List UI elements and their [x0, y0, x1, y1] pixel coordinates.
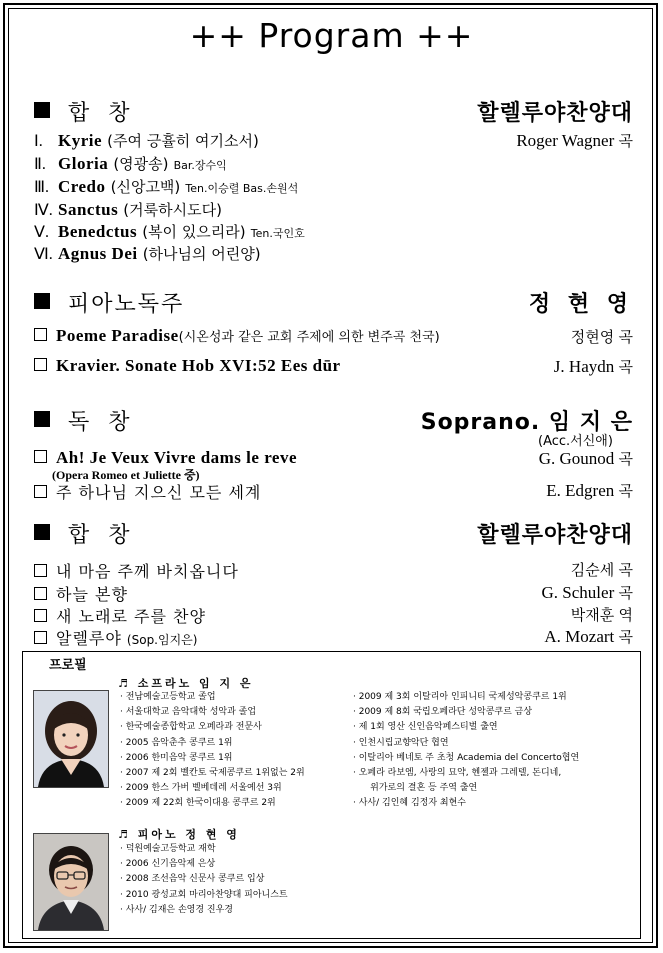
roman-numeral: Ⅵ.: [34, 246, 53, 263]
composer: A. Mozart 곡: [544, 627, 633, 646]
soloist: Ten.이승렬 Bas.손원석: [185, 182, 299, 195]
pianist-career: [120, 842, 288, 918]
composer: Roger Wagner 곡: [516, 131, 633, 150]
list-item: [34, 243, 633, 263]
piece-title: Gloria: [58, 154, 109, 173]
piece-korean: 알렐루야: [56, 629, 122, 648]
composer: G. Schuler 곡: [541, 583, 633, 602]
list-item: [34, 480, 633, 500]
section-piano: [34, 287, 633, 317]
roman-numeral: Ⅴ.: [34, 224, 49, 241]
soloist: (Sop.임지은): [126, 633, 198, 647]
list-item: · 제 1회 영산 신인음악페스티벌 출연: [353, 722, 498, 733]
list-item: · 2009 제 3회 이탈리아 인피니티 국제성악콩쿠르 1위: [353, 692, 567, 702]
list-item: · 2009 한스 가버 벨베데레 서울예선 3위: [120, 783, 282, 794]
list-item: [34, 559, 633, 579]
profile-box: [22, 651, 641, 939]
list-item: [34, 626, 633, 646]
piece-note: (Opera Romeo et Juliette 중): [52, 468, 200, 482]
section-performer: Soprano. 임 지 은: [420, 410, 633, 435]
section-performer: 정 현 영: [528, 292, 633, 317]
section-choir-1: [34, 96, 633, 126]
composer: 박재훈 역: [570, 606, 633, 624]
list-item: · 2008 조선음악 신문사 콩쿠르 입상: [120, 874, 265, 885]
list-item: [34, 199, 633, 219]
list-item: 위가로의 결혼 등 주역 출연: [353, 783, 478, 794]
pianist-name: ♬ 피아노 정 현 영: [118, 828, 240, 841]
piece-korean: (거룩하시도다): [123, 201, 222, 219]
piece-title: Agnus Dei: [58, 244, 138, 263]
list-item: [34, 221, 633, 241]
list-item: [34, 582, 633, 602]
piece-title: Kravier. Sonate Hob XVI:52 Ees dūr: [56, 356, 341, 375]
list-item: · 2006 신기음악제 은상: [120, 859, 216, 870]
soprano-career-left: [120, 690, 305, 812]
checkbox-icon: [34, 609, 47, 622]
list-item: · 한국예술종합학교 오페라과 전문사: [120, 722, 262, 733]
list-item: [34, 153, 633, 173]
piece-title: Poeme Paradise: [56, 326, 179, 345]
list-item: · 2005 음악춘추 콩쿠르 1위: [120, 737, 233, 748]
section-bullet-icon: [34, 524, 50, 540]
list-item: · 2010 광성교회 마리아찬양대 피아니스트: [120, 889, 288, 900]
list-item: · 2006 한미음악 콩쿠르 1위: [120, 752, 233, 763]
piece-korean: 하늘 본향: [56, 585, 128, 604]
section-performer: 할렐루야찬양대: [477, 101, 633, 126]
section-bullet-icon: [34, 102, 50, 118]
section-bullet-icon: [34, 411, 50, 427]
list-item: · 덕원예술고등학교 재학: [120, 844, 216, 854]
section-bullet-icon: [34, 293, 50, 309]
roman-numeral: Ⅳ.: [34, 202, 53, 219]
soloist: Bar.장수익: [173, 159, 227, 172]
checkbox-icon: [34, 358, 47, 371]
checkbox-icon: [34, 450, 47, 463]
piece-title: Ah! Je Veux Vivre dams le reve: [56, 448, 298, 467]
roman-numeral: Ⅰ.: [34, 133, 43, 150]
piece-korean: (주여 긍휼히 여기소서): [107, 132, 259, 150]
checkbox-icon: [34, 328, 47, 341]
section-performer: 할렐루야찬양대: [477, 523, 633, 548]
composer: 정현영 곡: [570, 328, 633, 346]
section-choir-2: [34, 518, 633, 548]
list-item: · 2009 제 22회 한국이대용 콩쿠르 2위: [120, 798, 276, 809]
piece-title: Sanctus: [58, 200, 119, 219]
piece-korean: 새 노래로 주를 찬양: [56, 607, 206, 626]
soprano-career-right: [353, 690, 579, 812]
piece-korean: (영광송): [113, 155, 169, 173]
list-item: [34, 326, 633, 346]
piece-korean: 내 마음 주께 바치옵니다: [56, 562, 239, 581]
piece-title: Kyrie: [58, 131, 103, 150]
list-item: · 인천시립교향악단 협연: [353, 737, 449, 748]
checkbox-icon: [34, 564, 47, 577]
roman-numeral: Ⅲ.: [34, 179, 50, 196]
section-name: 합 창: [68, 101, 136, 126]
list-item: · 이탈리아 베네토 주 초청 Academia del Concerto협연: [353, 752, 580, 763]
pianist-photo: [33, 833, 109, 931]
roman-numeral: Ⅱ.: [34, 156, 46, 173]
soloist: Ten.국인호: [250, 227, 305, 240]
list-item: [34, 604, 633, 624]
composer: J. Haydn 곡: [553, 357, 633, 376]
list-item: · 전남예술고등학교 졸업: [120, 692, 216, 702]
piece-korean: (신앙고백): [110, 178, 181, 196]
piece-korean: (복이 있으리라): [142, 223, 246, 241]
section-name: 피아노독주: [68, 292, 185, 317]
piece-korean: (시온성과 같은 교회 주제에 의한 변주곡 천국): [178, 330, 440, 345]
piece-korean: (하나님의 어린양): [142, 245, 261, 263]
list-item: · 사사/ 김인혜 김정자 최현수: [353, 798, 466, 809]
list-item: · 서울대학교 음악대학 성악과 졸업: [120, 707, 257, 718]
composer: E. Edgren 곡: [546, 481, 633, 500]
program-title: ++ Program ++: [189, 16, 474, 55]
piece-title: Benedctus: [58, 222, 138, 241]
soprano-name: ♬ 소프라노 임 지 은: [118, 677, 254, 690]
piece-korean: 주 하나님 지으신 모든 세계: [56, 483, 262, 502]
list-item: [34, 130, 633, 150]
accompanist: (Acc.서신애): [538, 434, 613, 449]
list-item: [34, 448, 633, 468]
list-item: · 2009 제 8회 국립오페라단 성악콩쿠르 금상: [353, 707, 533, 718]
soprano-photo: [33, 690, 109, 788]
list-item: · 오페라 라보엠, 사랑의 묘약, 헨젤과 그레텔, 돈디네,: [353, 768, 562, 779]
checkbox-icon: [34, 631, 47, 644]
list-item: · 사사/ 김재은 손영경 진우경: [120, 904, 233, 915]
section-name: 독 창: [68, 410, 136, 435]
list-item: [34, 176, 633, 196]
section-name: 합 창: [68, 523, 136, 548]
checkbox-icon: [34, 485, 47, 498]
piece-title: Credo: [58, 177, 106, 196]
profile-title: 프로필: [49, 658, 87, 673]
checkbox-icon: [34, 587, 47, 600]
composer: G. Gounod 곡: [538, 449, 633, 468]
composer: 김순세 곡: [570, 561, 633, 579]
list-item: · 2007 제 2회 벨칸토 국제콩쿠르 1위없는 2위: [120, 768, 305, 779]
list-item: [34, 356, 633, 376]
